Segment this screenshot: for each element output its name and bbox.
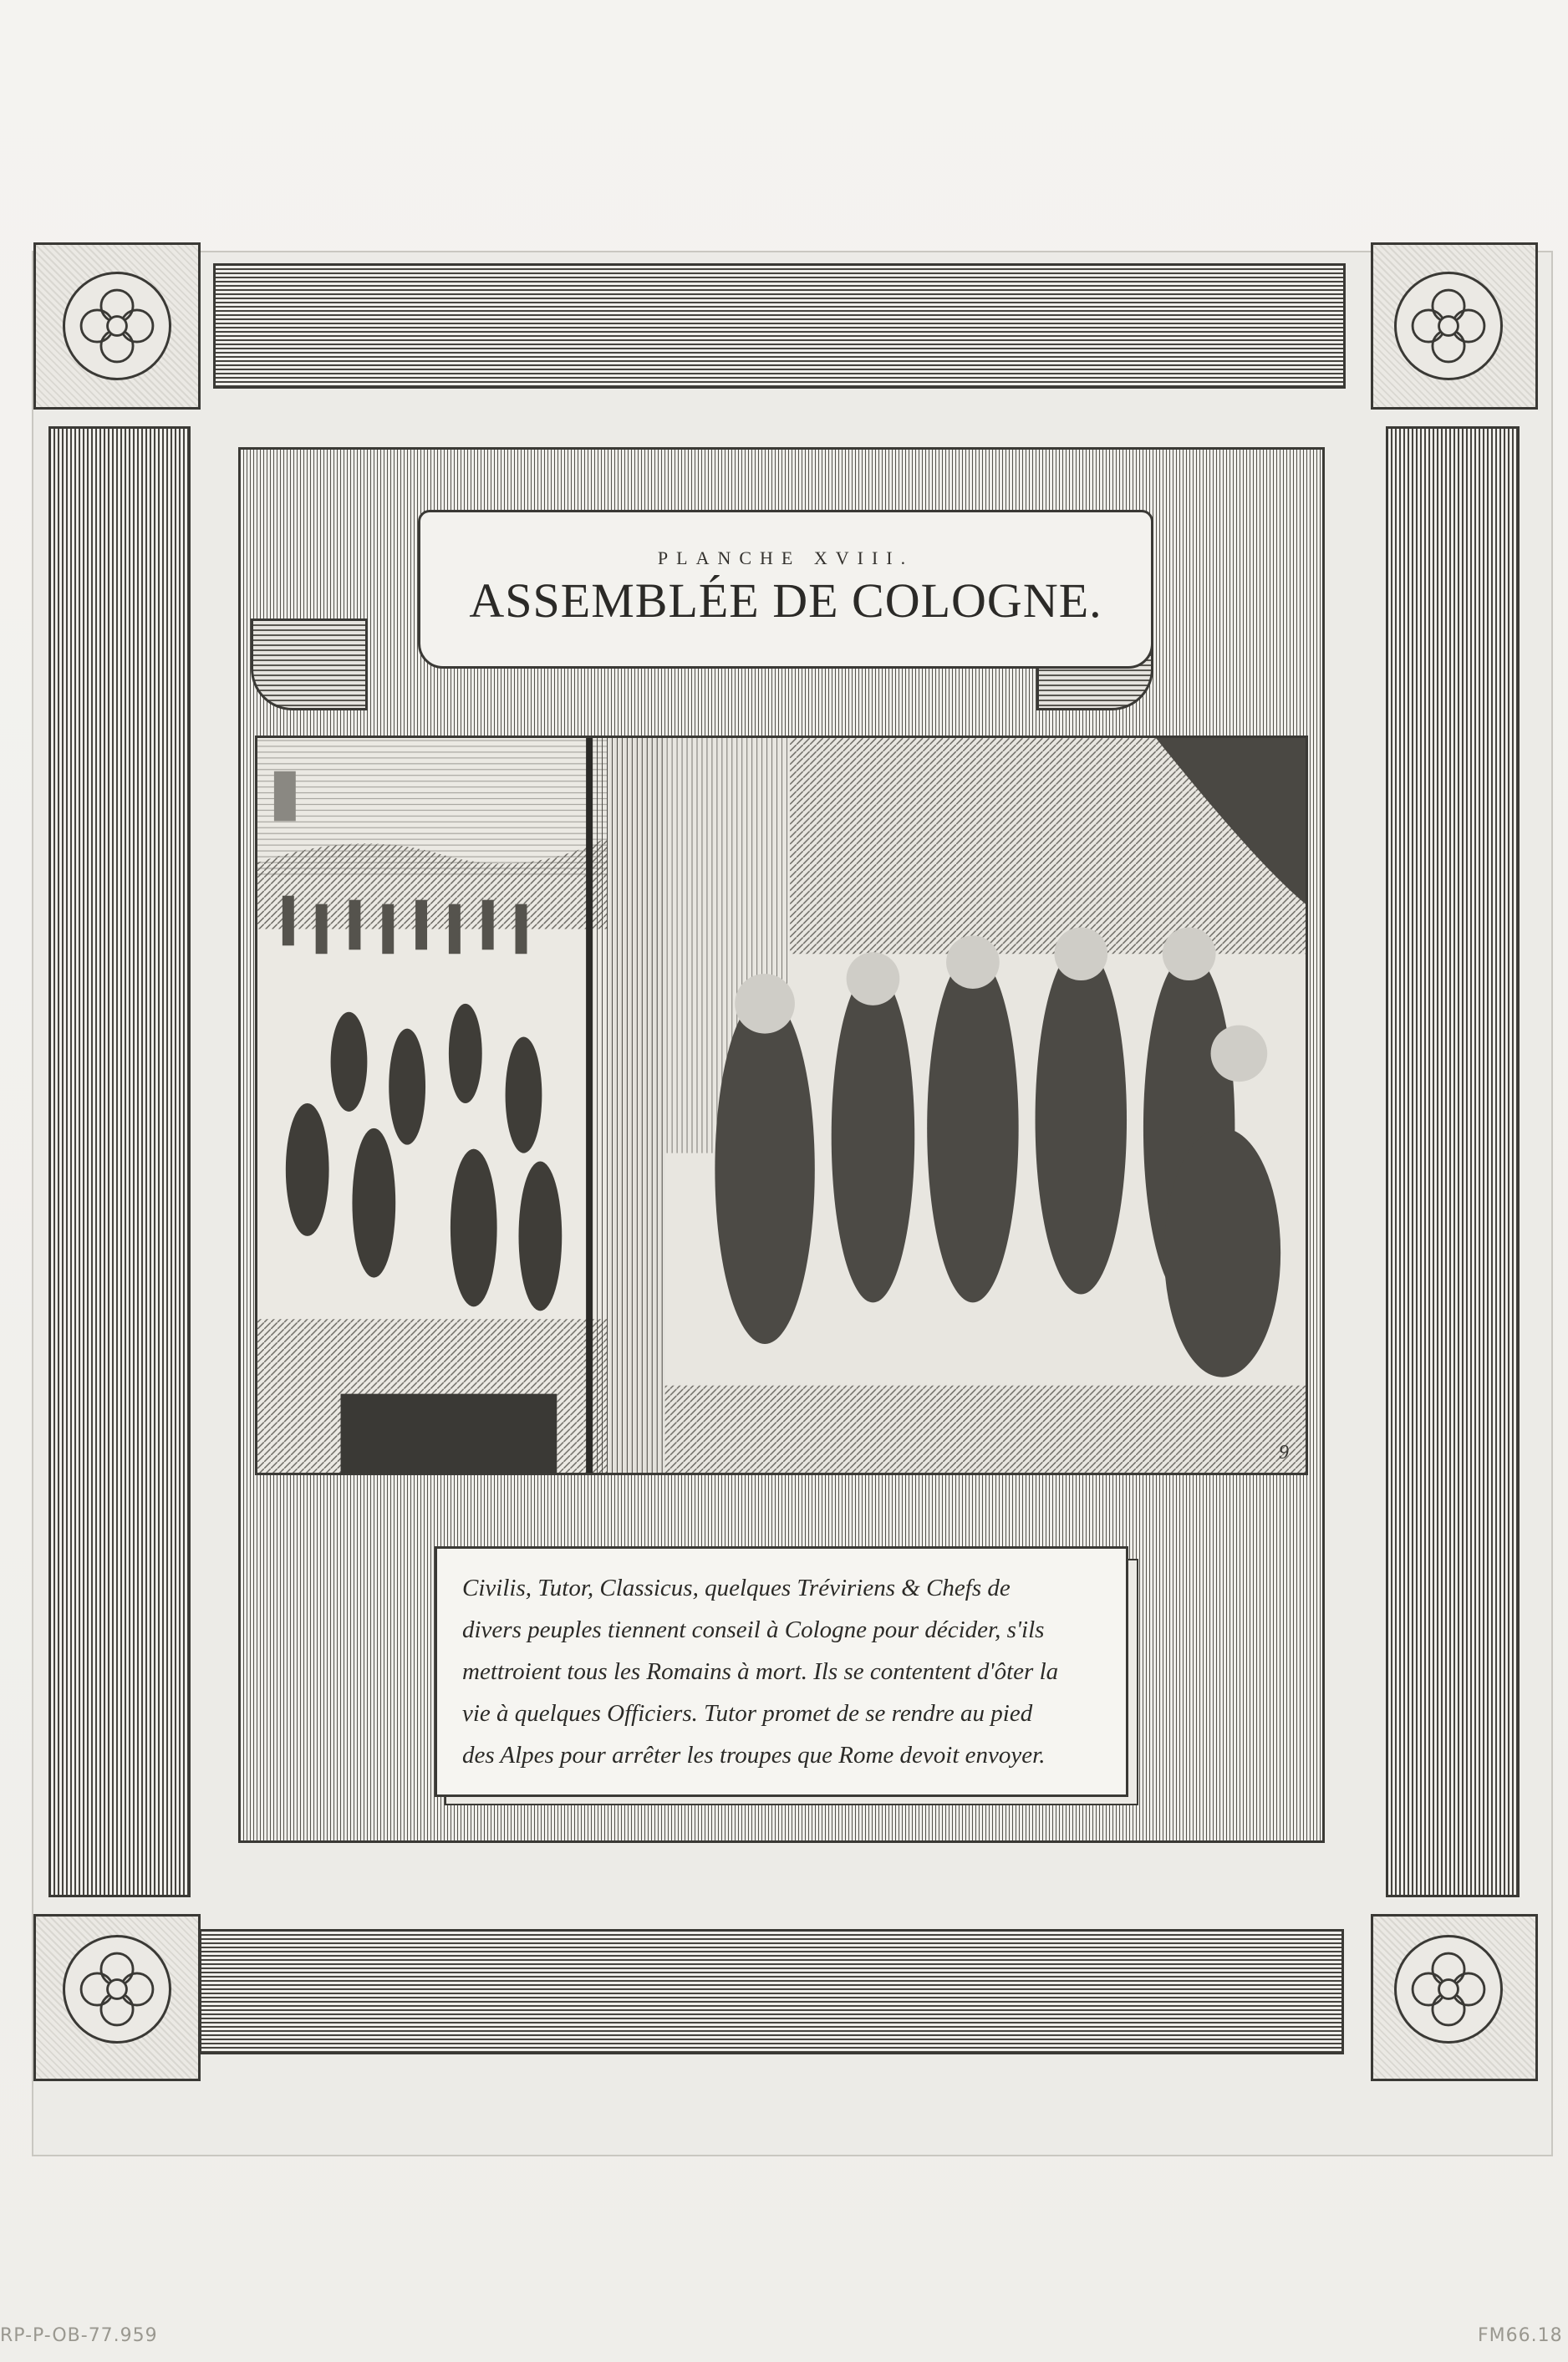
frame-bottom-band xyxy=(199,1929,1344,2054)
collection-mark: FM66.18 xyxy=(1478,2325,1563,2346)
rosette-ornament-top-right xyxy=(1394,272,1503,380)
engraved-scene xyxy=(255,736,1308,1475)
rosette-icon xyxy=(65,274,169,378)
plate-number: PLANCHE XVIII. xyxy=(657,547,914,568)
rosette-icon xyxy=(1397,274,1500,378)
frame-left-band xyxy=(48,426,191,1897)
scene-illustration xyxy=(257,738,1306,1473)
caption-line: vie à quelques Officiers. Tutor promet de se rendre au pied xyxy=(462,1700,1033,1727)
caption-cartouche xyxy=(435,1546,1128,1797)
caption-line: des Alpes pour arrêter les troupes que Rome devoit envoyer. xyxy=(462,1742,1046,1769)
rosette-ornament-top-left xyxy=(63,272,171,380)
rosette-icon xyxy=(65,1937,169,2041)
rosette-icon xyxy=(1397,1937,1500,2041)
banner-scroll-left-curl xyxy=(251,618,368,710)
frame-right-band xyxy=(1386,426,1520,1897)
caption-line: Civilis, Tutor, Classicus, quelques Tréviriens & Chefs de xyxy=(462,1575,1011,1601)
frame-top-band xyxy=(213,263,1346,389)
inventory-number: RP-P-OB-77.959 xyxy=(0,2325,158,2346)
plate-title: ASSEMBLÉE DE COLOGNE. xyxy=(469,573,1102,628)
rosette-ornament-bottom-left xyxy=(63,1935,171,2044)
rosette-ornament-bottom-right xyxy=(1394,1935,1503,2044)
caption-line: mettroient tous les Romains à mort. Ils se contentent d'ôter la xyxy=(462,1658,1059,1685)
scene-signature: 9 xyxy=(1279,1442,1289,1464)
caption-line: divers peuples tiennent conseil à Cologne pour décider, s'ils xyxy=(462,1616,1045,1643)
